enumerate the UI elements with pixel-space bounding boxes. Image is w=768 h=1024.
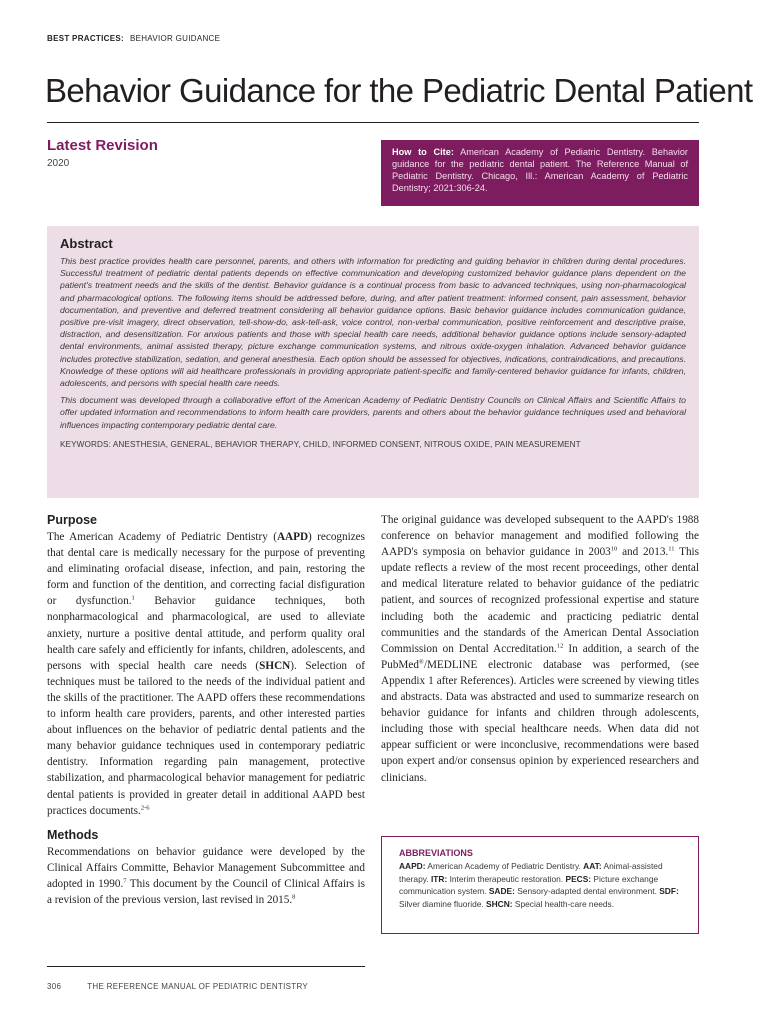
section-label: BEST PRACTICES: <box>47 34 124 43</box>
methods-paragraph-continued <box>381 512 699 786</box>
methods-text: /MEDLINE electronic database was performed, (see Appendix 1 after References). Articles were screened by viewing titles and abstracts. Data was abstracted and used to summarize research on behavior guidance for infants and children through adolescents, including those with special healthcare needs. When data did not appear sufficient or were inconclusive, recommendations were based upon expert and/or consensus opinion by experienced researchers and clinicians. <box>381 658 699 784</box>
purpose-text: ). Selection of techniques must be tailored to the needs of the individual patient and the skills of the practitioner. The AAPD offers these recommendations to inform health care providers, parents, and other interested parties about influences on the behavior of pediatric dental patients and the many behavior guidance techniques used in contemporary pediatric dentistry. Information regarding pain management, protective stabilization, and pharmacological behavior management for pediatric dental patients is provided in greater detail in additional AAPD best practices documents. <box>47 659 365 817</box>
abbreviation-definition: Picture exchange communication system. <box>399 873 659 897</box>
section-name: BEHAVIOR GUIDANCE <box>129 34 221 43</box>
purpose-text: Behavior guidance techniques, both nonpharmacological and pharmacological, are used to alleviate anxiety, nurture a positive dental attitude, and perform quality oral health care safely and efficiently for infants, children, adolescents, and persons with special health care needs ( <box>47 595 365 672</box>
abbreviation-term: ITR: <box>430 873 448 884</box>
page-footer <box>47 982 308 991</box>
purpose-paragraph <box>47 529 365 819</box>
abbreviation-term: SHCN: <box>486 898 513 909</box>
citation-ref: 11 <box>668 545 675 553</box>
section-header <box>47 34 220 43</box>
citation-ref: 2-6 <box>140 803 150 811</box>
methods-text: Recommendations on behavior guidance were developed by the Clinical Affairs Committe, Behavior Management Subcommittee and adopted in 1990. <box>47 845 365 890</box>
abbreviation-term: AAT: <box>583 861 602 872</box>
methods-text: This document by the Council of Clinical Affairs is a revision of the previous version, last revised in 2015. <box>47 877 365 906</box>
methods-text: This update reflects a review of the most recent proceedings, other dental and medical literature related to behavior guidance of the pediatric patient, and sources of recognized professional expertise and stature including both the academic and practicing pediatric dental communities and the standards of the American Dental Association Commission on Dental Accreditation. <box>381 546 700 655</box>
methods-text: In addition, a search of the PubMed <box>381 642 699 671</box>
abbreviation-definition: Sensory-adapted dental environment. <box>514 886 660 897</box>
citation-ref: 10 <box>610 545 618 553</box>
abbreviation-definition: Interim therapeutic restoration. <box>447 873 566 884</box>
citation-box <box>381 140 699 206</box>
abbreviation-term: SDF: <box>659 886 679 897</box>
footer-divider <box>47 966 365 967</box>
page-number: 306 <box>47 982 62 991</box>
abstract-paragraph-1: This best practice provides health care personnel, parents, and others with information for predicting and guiding behavior in children during dental procedures. Successful treatment of pediatric dental patients depends on effective communication and developing customized behavior guidance plans dependent on the patient's treatment needs and the skills of the dentist. Behavior guidance is a continual process from basic to advanced techniques, using non-pharmacological and pharmacological options. The following items should be addressed before, during, and after patient treatment: informed consent, pain assessment, behavior documentation, and preventive and deferred treatment considering all behavior guidance options. Basic behavior guidance includes communication guidance, positive pre-visit imagery, direct observation, tell-show-do, ask-tell-ask, voice control, non-verbal communication, positive reinforcement and descriptive praise, distraction, and desensitization. For anxious patients and those with special health care needs, additional behavior guidance options include sensory-adapted dental environments, animal assisted therapy, picture exchange communication systems, and nitrous oxide-oxygen inhalation. Advanced behavior guidance includes protective stabilization, sedation, and general anesthesia. Each option should be assessed for objectives, indications, contraindications, and precautions. Knowledge of these options will aid healthcare professionals in providing appropriate patient-specific and family-centered behavior guidance for infants, children, adolescents, and persons with special health care needs. <box>60 256 686 389</box>
abstract-box <box>47 226 699 498</box>
abstract-paragraph-2: This document was developed through a collaborative effort of the American Academy of Pediatric Dentistry Councils on Clinical Affairs and Scientific Affairs to offer updated information and recommendations to inform health care providers, parents and others about the behavior guidance techniques used and behavioral influences impacting contemporary pediatric dental care. <box>60 395 686 430</box>
citation-text: American Academy of Pediatric Dentistry. Behavior guidance for the pediatric dental patient. The Reference Manual of Pediatric Dentistry. Chicago, Ill.: American Academy of Pediatric Dentistry; 2021:306-24. <box>392 147 688 193</box>
abbreviations-heading: ABBREVIATIONS <box>399 848 473 858</box>
methods-heading: Methods <box>47 827 99 842</box>
purpose-abbr-shcn: SHCN <box>259 659 291 672</box>
journal-name: THE REFERENCE MANUAL OF PEDIATRIC DENTISTRY <box>87 982 309 991</box>
citation-ref: 7 <box>123 877 127 885</box>
page-title: Behavior Guidance for the Pediatric Dental Patient <box>45 72 753 109</box>
purpose-heading: Purpose <box>47 513 98 527</box>
right-column <box>381 512 699 786</box>
methods-paragraph-start <box>47 844 365 908</box>
abbreviation-definition: Silver diamine fluoride. <box>399 898 487 909</box>
purpose-text: The American Academy of Pediatric Dentistry ( <box>47 531 277 543</box>
abbreviation-term: AAPD: <box>399 861 426 872</box>
abbreviation-definition: Animal-assisted therapy. <box>399 861 663 884</box>
citation-ref: 1 <box>131 594 135 602</box>
purpose-text: ) recognizes that dental care is medically necessary for the purpose of preventing and eliminating orofacial disease, infection, and pain, restoring the form and function of the dentition, and correcting facial disfiguration or dysfunction. <box>47 531 366 608</box>
purpose-abbr-aapd: AAPD <box>276 531 309 543</box>
abbreviation-term: PECS: <box>565 873 592 884</box>
title-divider <box>47 122 699 123</box>
abbreviations-list <box>399 860 684 910</box>
abbreviations-box <box>381 836 699 934</box>
abbreviation-term: SADE: <box>488 886 515 897</box>
methods-text: and 2013. <box>617 546 669 559</box>
left-column <box>47 512 365 908</box>
registered-mark: ® <box>418 658 424 666</box>
revision-year: 2020 <box>47 158 70 169</box>
citation-ref: 8 <box>292 893 296 901</box>
abbreviation-definition: Special health-care needs. <box>512 898 615 909</box>
citation-ref: 12 <box>556 642 564 650</box>
citation-label: How to Cite: <box>392 147 454 157</box>
methods-text: The original guidance was developed subsequent to the AAPD's 1988 conference on behavior management and modified following the AAPD's symposia on behavior guidance in 2003 <box>381 514 699 559</box>
revision-heading: Latest Revision <box>47 137 158 154</box>
keywords-line: KEYWORDS: ANESTHESIA, GENERAL, BEHAVIOR THERAPY, CHILD, INFORMED CONSENT, NITROUS OXIDE, PAIN MEASUREMENT <box>60 439 581 449</box>
abstract-heading: Abstract <box>60 236 113 251</box>
abbreviation-definition: American Academy of Pediatric Dentistry. <box>425 861 584 872</box>
